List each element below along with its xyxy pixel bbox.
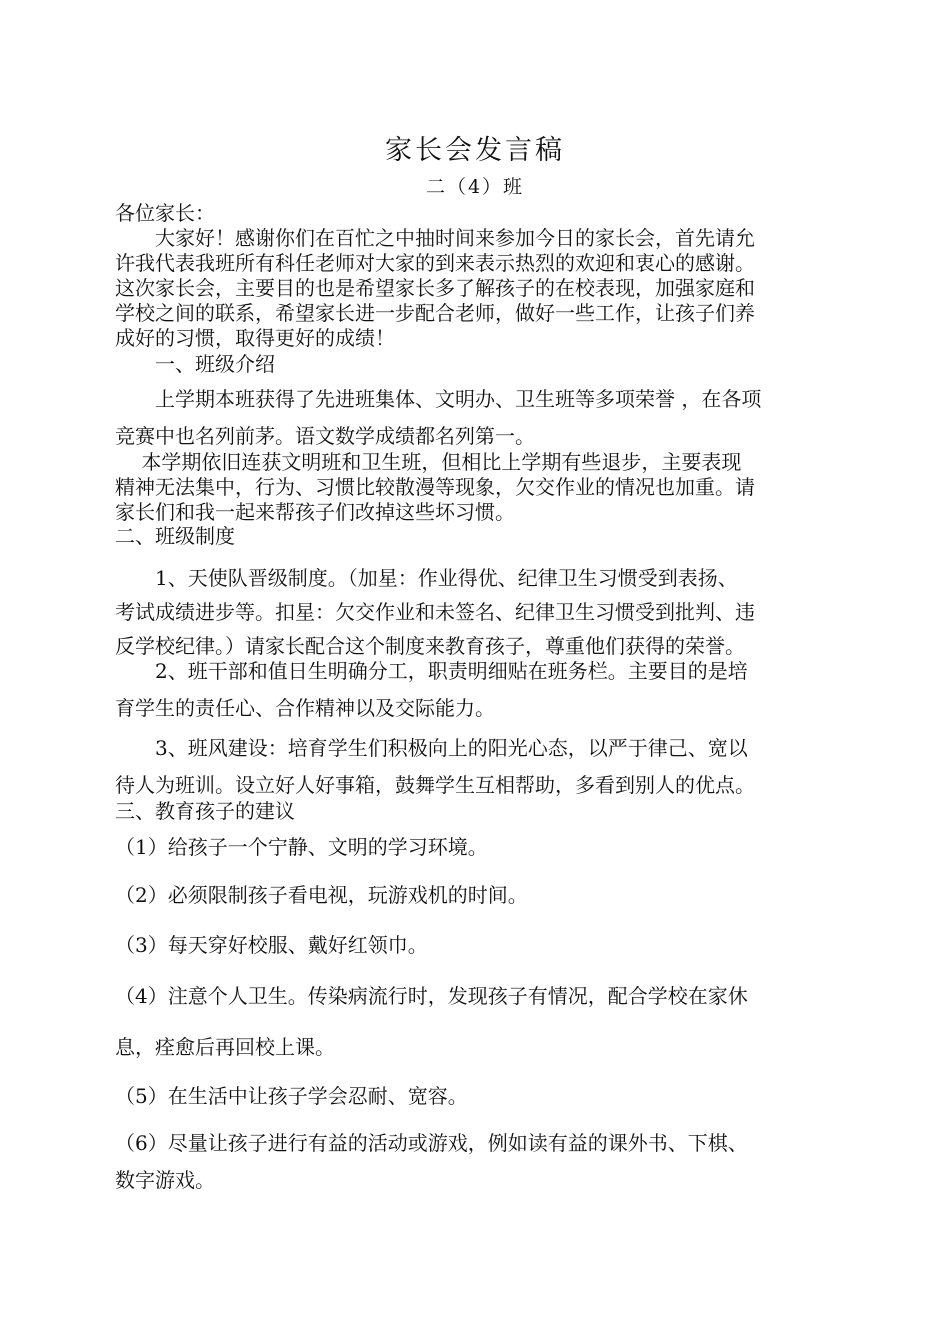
document-subtitle: 二（4）班 bbox=[425, 176, 525, 198]
suggestion-1: （1）给孩子一个宁静、文明的学习环境。 bbox=[115, 835, 488, 859]
section2-item-1: 1、天使队晋级制度。（加星：作业得优、纪律卫生习惯受到表扬、 考试成绩进步等。扣星：欠交作业和未签名、纪律卫生习惯受到批判、违 反学校纪律。）请家长配合这个制度来教育孩子，尊重他们获得的荣誉。 bbox=[115, 566, 755, 658]
section3-heading: 三、教育孩子的建议 bbox=[115, 799, 295, 823]
suggestion-5: （5）在生活中让孩子学会忍耐、宽容。 bbox=[115, 1084, 468, 1108]
intro-paragraph: 大家好！感谢你们在百忙之中抽时间来参加今日的家长会，首先请允 许我代表我班所有科任老师对大家的到来表示热烈的欢迎和衷心的感谢。 这次家长会，主要目的也是希望家长多了解孩子的在校表现，加强家庭和 学校之间的联系，希望家长进一步配合老师，做好一些工作，让孩子们养 成好的习惯，取得更好的成绩！ bbox=[115, 226, 755, 350]
suggestion-6: （6）尽量让孩子进行有益的活动或游戏，例如读有益的课外书、下棋、 数字游戏。 bbox=[115, 1131, 748, 1192]
section2-heading: 二、班级制度 bbox=[115, 524, 235, 548]
section1-paragraph-1: 上学期本班获得了先进班集体、文明办、卫生班等多项荣誉 ，在各项 竞赛中也名列前茅。语文数学成绩都名列第一。 bbox=[115, 387, 762, 448]
section2-item-3: 3、班风建设：培育学生们积极向上的阳光心态，以严于律己、宽以 待人为班训。设立好人好事箱，鼓舞学生互相帮助，多看到别人的优点。 bbox=[115, 736, 755, 797]
salutation: 各位家长： bbox=[115, 201, 215, 225]
suggestion-3: （3）每天穿好校服、戴好红领巾。 bbox=[115, 933, 428, 957]
document-title: 家长会发言稿 bbox=[385, 135, 565, 166]
section1-heading: 一、班级介绍 bbox=[115, 352, 275, 376]
section2-item-2: 2、班干部和值日生明确分工，职责明细贴在班务栏。主要目的是培 育学生的责任心、合作精神以及交际能力。 bbox=[115, 659, 748, 720]
section1-paragraph-2: 本学期依旧连获文明班和卫生班，但相比上学期有些退步，主要表现 精神无法集中，行为、习惯比较散漫等现象，欠交作业的情况也加重。请 家长们和我一起来帮孩子们改掉这些坏习惯。 bbox=[115, 450, 755, 524]
suggestion-2: （2）必须限制孩子看电视，玩游戏机的时间。 bbox=[115, 883, 528, 907]
suggestion-4: （4）注意个人卫生。传染病流行时，发现孩子有情况，配合学校在家休 息，痊愈后再回校上课。 bbox=[115, 984, 748, 1059]
